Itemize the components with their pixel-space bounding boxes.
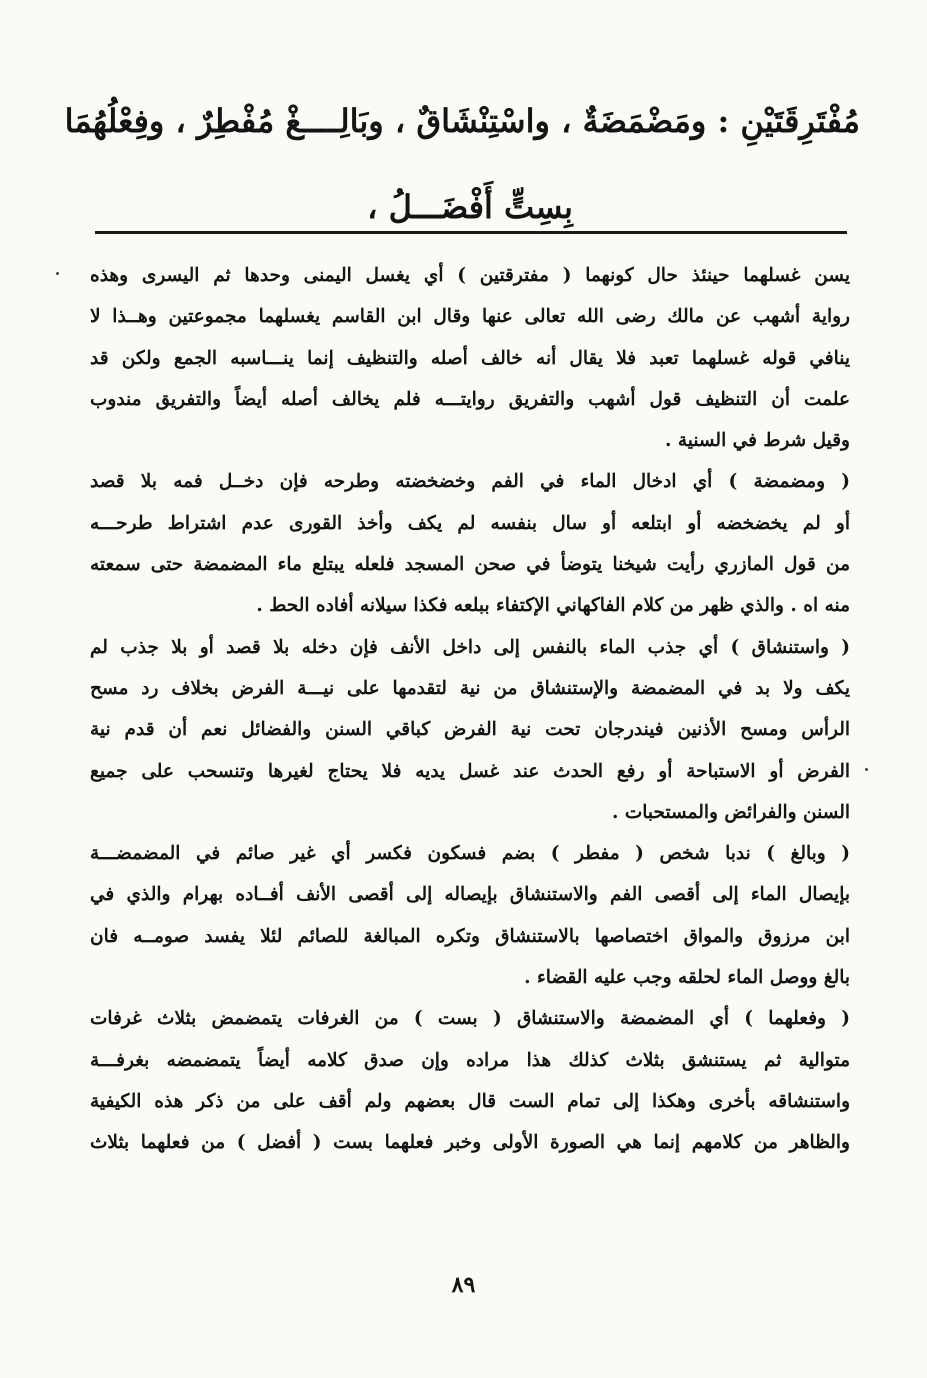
text-line: منه اه . والذي ظهر من كلام الفاكهاني الإكتفاء ببلعه فكذا سيلانه أفاده الحط . xyxy=(256,595,850,617)
matn-line-1: مُفْتَرِقَتَيْنِ : ومَضْمَضَةٌ ، واسْتِنْشَاقٌ ، وبَالِــــغْ مُفْطِرٌ ، وفِعْلُهُمَا xyxy=(64,102,860,140)
text-line: علمت أن التنظيف قول أشهب والتفريق روايتـــه فلم يخالف أصله أيضاً والتفريق مندوب xyxy=(90,388,850,410)
print-speck xyxy=(865,768,868,771)
text-line: ( وفعلهما ) أي المضمضة والاستنشاق ( بست ) من الغرفات يتمضمض بثلاث غرفات xyxy=(90,1008,850,1030)
text-line: ابن مرزوق والمواق اختصاصها بالاستنشاق وتكره المبالغة للصائم لئلا يفسد صومــه فان xyxy=(90,925,850,947)
text-line: أو لم يخضخضه أو ابتلعه أو سال بنفسه لم يكف وأخذ القورى عدم اشتراط طرحـــه xyxy=(90,512,850,534)
text-line: يكف ولا بد في المضمضة والإستنشاق من نية لتقدمها على نيـــة الفرض بخلاف رد مسح xyxy=(90,677,850,699)
text-line: ( واستنشاق ) أي جذب الماء بالنفس إلى داخل الأنف فإن دخله بلا قصد أو بلا جذب لم xyxy=(90,636,850,658)
matn-line-2: بِسِتٍّ أَفْضَـــلُ ، xyxy=(367,188,573,226)
text-line: والظاهر من كلامهم إنما هي الصورة الأولى وخبر فعلهما بست ( أفضل ) من فعلهما بثلاث xyxy=(90,1132,850,1154)
text-line: رواية أشهب عن مالك رضى الله تعالى عنها وقال ابن القاسم يغسلهما مجموعتين وهــذا لا xyxy=(90,306,850,328)
text-line: واستنشاقه بأخرى وهكذا إلى تمام الست قال بعضهم ولم أقف على من ذكر هذه الكيفية xyxy=(90,1090,850,1112)
text-line: ينافي قوله غسلهما تعبد فلا يقال أنه خالف أصله والتنظيف إنما ينـــاسبه الجمع ولكن قد xyxy=(90,347,850,369)
text-line: ( ومضمضة ) أي ادخال الماء في الفم وخضخضته وطرحه فإن دخــل فمه بلا قصد xyxy=(90,471,850,493)
text-line: متوالية ثم يستنشق بثلاث كذلك هذا مراده وإن صدق كلامه أيضاً يتمضمضه بغرفـــة xyxy=(90,1049,850,1071)
print-speck xyxy=(56,272,59,275)
header-divider xyxy=(95,231,847,234)
text-line: من قول المازري رأيت شيخنا يتوضأ في صحن المسجد فلعله يبتلع ماء المضمضة حتى سمعته xyxy=(90,554,850,576)
text-line: السنن والفرائض والمستحبات . xyxy=(611,801,850,823)
text-line: بالغ ووصل الماء لحلقه وجب عليه القضاء . xyxy=(524,967,850,989)
text-line: يسن غسلهما حينئذ حال كونهما ( مفترقتين ) أي يغسل اليمنى وحدها ثم اليسرى وهذه xyxy=(90,265,850,286)
commentary-body xyxy=(90,255,850,1164)
text-line: الرأس ومسح الأذنين فيندرجان تحت نية الفرض كباقي السنن والفضائل نعم أن قدم نية xyxy=(90,719,850,741)
text-line: الفرض أو الاستباحة أو رفع الحدث عند غسل يديه فلا يحتاج لغيرها وتنسحب على جميع xyxy=(90,760,850,782)
text-line: ( وبالغ ) ندبا شخص ( مفطر ) بضم فسكون فكسر أي غير صائم في المضمضـــة xyxy=(90,843,850,865)
page-number: ٨٩ xyxy=(451,1272,476,1298)
matn-header xyxy=(64,78,860,250)
text-line: وقيل شرط في السنية . xyxy=(664,430,850,452)
text-line: بإيصال الماء إلى أقصى الفم والاستنشاق بإيصاله إلى أقصى الأنف أفــاده بهرام والذي في xyxy=(90,884,850,906)
